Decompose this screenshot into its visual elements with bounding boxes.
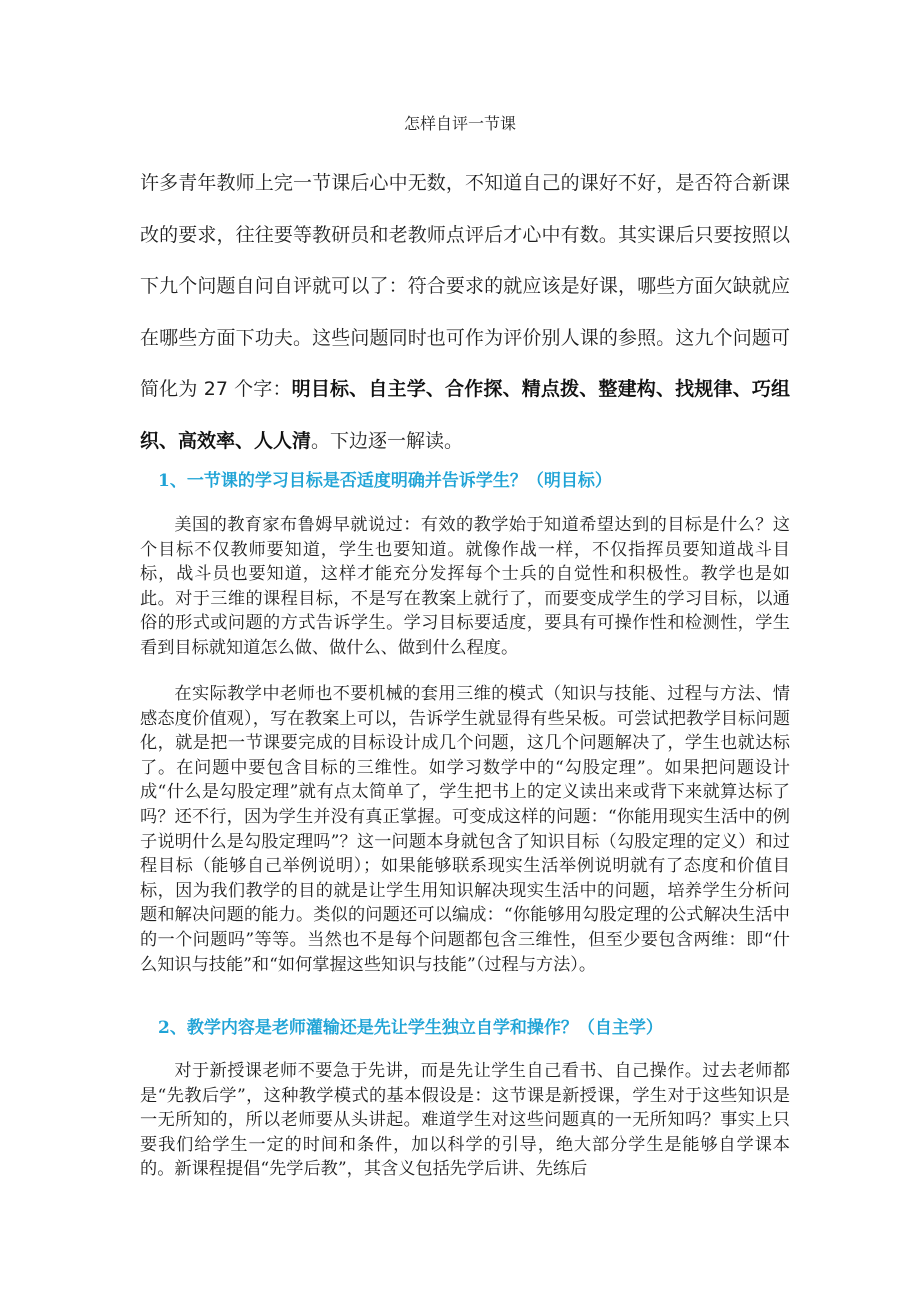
intro-keywords: 明目标、自主学、合作探、精点拨、整建构、找规律、巧组织、高效率、人人清: [140, 378, 790, 452]
intro-text: 许多青年教师上完一节课后心中无数，不知道自己的课好不好，是否符合新课改的要求，往往要等教研员和老教师点评后才心中有数。其实课后只要按照以下九个问题自问自评就可以了：符合要求的就应该是好课，哪些方面欠缺就应在哪些方面下功夫。这些问题同时也可作为评价别人课的参照。这九个问题可简化为 27 个字：: [140, 172, 790, 400]
intro-paragraph: [140, 158, 790, 467]
section-heading-2: 2、教学内容是老师灌输还是先让学生独立自学和操作？（自主学）: [158, 1018, 663, 1038]
intro-text-end: 。下边逐一解读。: [311, 429, 464, 452]
section-heading-1: 1、一节课的学习目标是否适度明确并告诉学生？（明目标）: [158, 471, 612, 491]
section-1-paragraph-1: 美国的教育家布鲁姆早就说过：有效的教学始于知道希望达到的目标是什么？这个目标不仅教师要知道，学生也要知道。就像作战一样，不仅指挥员要知道战斗目标，战斗员也要知道，这样才能充分发挥每个士兵的自觉性和积极性。教学也是如此。对于三维的课程目标，不是写在教案上就行了，而要变成学生的学习目标，以通俗的形式或问题的方式告诉学生。学习目标要适度，要具有可操作性和检测性，学生看到目标就知道怎么做、做什么、做到什么程度。: [140, 515, 790, 658]
section-2-paragraph-1: 对于新授课老师不要急于先讲，而是先让学生自己看书、自己操作。过去老师都是“先教后学”，这种教学模式的基本假设是：这节课是新授课，学生对于这些知识是一无所知的，所以老师要从头讲起。难道学生对这些问题真的一无所知吗？事实上只要我们给学生一定的时间和条件，加以科学的引导，绝大部分学生是能够自学课本的。新课程提倡“先学后教”，其含义包括先学后讲、先练后: [140, 1061, 790, 1180]
document-title: 怎样自评一节课: [403, 114, 516, 133]
section-1-paragraph-2: 在实际教学中老师也不要机械的套用三维的模式（知识与技能、过程与方法、情感态度价值观），写在教案上可以，告诉学生就显得有些呆板。可尝试把教学目标问题化，就是把一节课要完成的目标设计成几个问题，这几个问题解决了，学生也就达标了。在问题中要包含目标的三维性。如学习数学中的“勾股定理”。如果把问题设计成“什么是勾股定理”就有点太简单了，学生把书上的定义读出来或背下来就算达标了吗？还不行，因为学生并没有真正掌握。可变成这样的问题：“你能用现实生活中的例子说明什么是勾股定理吗”？这一问题本身就包含了知识目标（勾股定理的定义）和过程目标（能够自己举例说明）；如果能够联系现实生活举例说明就有了态度和价值目标，因为我们教学的目的就是让学生用知识解决现实生活中的问题，培养学生分析问题和解决问题的能力。类似的问题还可以编成：“你能够用勾股定理的公式解决生活中的一个问题吗”等等。当然也不是每个问题都包含三维性，但至少要包含两维：即“什么知识与技能”和“如何掌握这些知识与技能”（过程与方法）。: [140, 684, 790, 975]
